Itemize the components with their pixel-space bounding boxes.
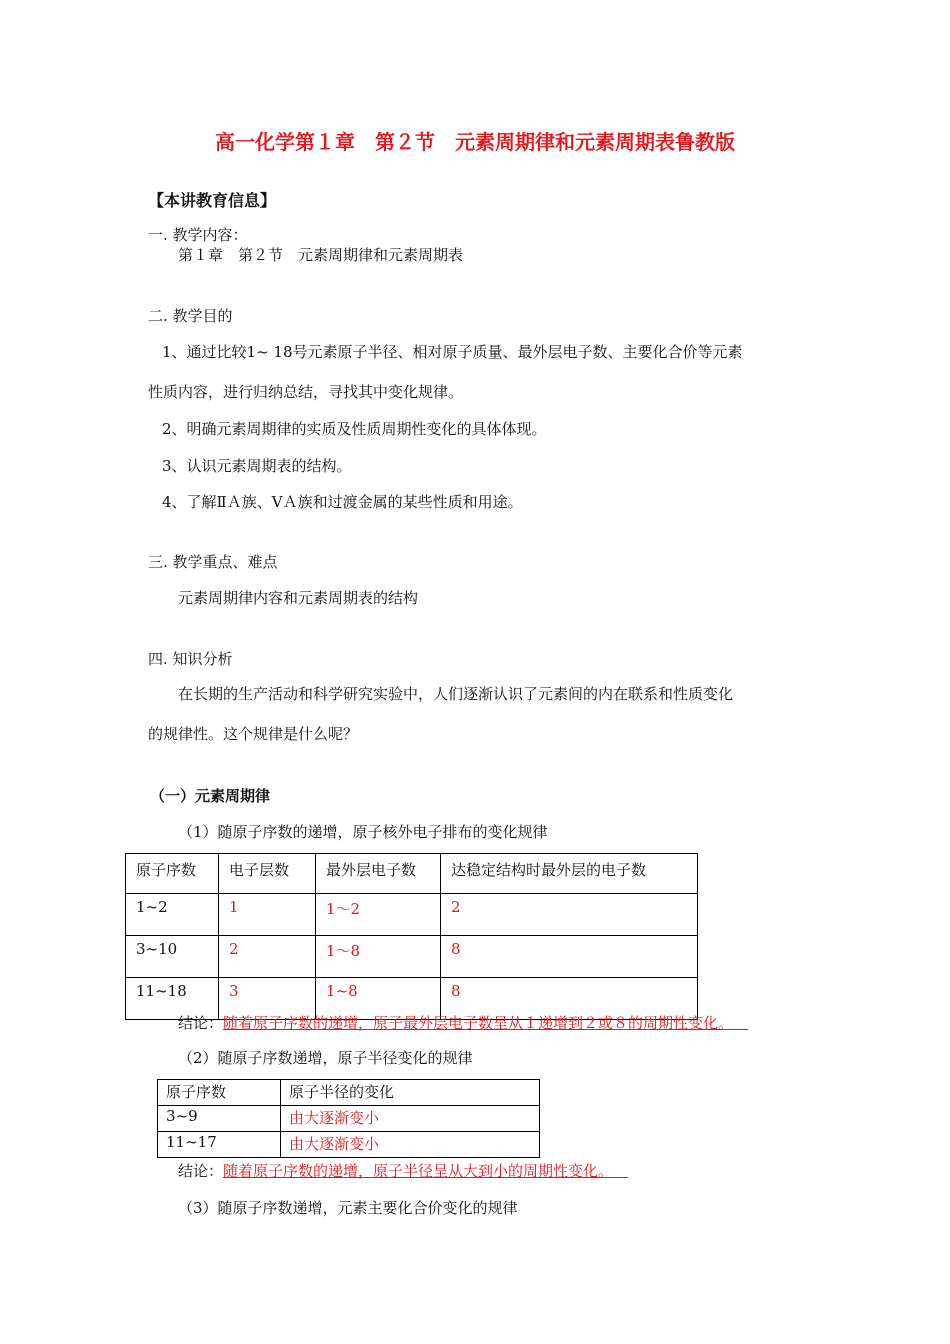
section-1-body: 第１章 第２节 元素周期律和元素周期表 — [178, 246, 464, 264]
table-cell: 1~8 — [316, 978, 441, 1020]
subheading-2: （2）随原子序数递增，原子半径变化的规律 — [178, 1049, 473, 1067]
subheading-1: （1）随原子序数的递增，原子核外电子排布的变化规律 — [178, 823, 548, 841]
section-4-para-line2: 的规律性。这个规律是什么呢？ — [148, 725, 359, 743]
table-row — [126, 894, 698, 936]
table-row — [158, 1132, 540, 1158]
conclusion-1 — [178, 1012, 748, 1033]
objective-4: 4、了解ⅡＡ族、ⅤＡ族和过渡金属的某些性质和用途。 — [162, 493, 523, 511]
table-cell: 11~18 — [126, 978, 219, 1020]
section-4-para-line1: 在长期的生产活动和科学研究实验中，人们逐渐认识了元素间的内在联系和性质变化 — [178, 685, 734, 703]
table-header-row — [158, 1080, 540, 1106]
table-cell: 3 — [219, 978, 316, 1020]
table-header-cell: 原子序数 — [158, 1080, 281, 1106]
table-cell: 8 — [441, 936, 698, 978]
section-3-body: 元素周期律内容和元素周期表的结构 — [178, 589, 419, 607]
subheading-3: （3）随原子序数递增，元素主要化合价变化的规律 — [178, 1199, 518, 1217]
table-row — [126, 936, 698, 978]
objective-2: 2、明确元素周期律的实质及性质周期性变化的具体体现。 — [162, 420, 547, 438]
table-header-cell: 原子半径的变化 — [281, 1080, 540, 1106]
table-row — [158, 1106, 540, 1132]
table-cell: 由大逐渐变小 — [281, 1132, 540, 1158]
table-cell: 1~2 — [126, 894, 219, 936]
info-header: 【本讲教育信息】 — [148, 191, 277, 210]
table-cell: 11~17 — [158, 1132, 281, 1158]
section-2-heading: 二. 教学目的 — [148, 307, 233, 325]
table-cell: 3~9 — [158, 1106, 281, 1132]
table-cell: 1～2 — [316, 894, 441, 936]
document-title: 高一化学第１章 第２节 元素周期律和元素周期表鲁教版 — [215, 130, 735, 154]
table-header-cell: 达稳定结构时最外层的电子数 — [441, 854, 698, 894]
objective-3: 3、认识元素周期表的结构。 — [162, 457, 352, 475]
table-cell: 3~10 — [126, 936, 219, 978]
section-1-heading: 一. 教学内容： — [148, 226, 248, 244]
conclusion-label: 结论： — [178, 1162, 224, 1180]
table-header-cell: 电子层数 — [219, 854, 316, 894]
section-4-heading: 四. 知识分析 — [148, 650, 233, 668]
conclusion-1-text: 随着原子序数的递增，原子最外层电子数呈从１递增到２或８的周期性变化。 — [223, 1014, 734, 1032]
conclusion-2-text: 随着原子序数的递增，原子半径呈从大到小的周期性变化。 — [223, 1162, 614, 1180]
table-cell: 由大逐渐变小 — [281, 1106, 540, 1132]
objective-1-line2: 性质内容，进行归纳总结，寻找其中变化规律。 — [148, 383, 464, 401]
conclusion-2 — [178, 1160, 628, 1181]
objective-1-line1: 1、通过比较1~ 18号元素原子半径、相对原子质量、最外层电子数、主要化合价等元素 — [162, 343, 743, 361]
table-cell: 2 — [441, 894, 698, 936]
table-header-row — [126, 854, 698, 894]
table-header-cell: 最外层电子数 — [316, 854, 441, 894]
table-cell: 2 — [219, 936, 316, 978]
conclusion-label: 结论： — [178, 1014, 224, 1032]
electron-arrangement-table — [125, 853, 698, 1020]
table-header-cell: 原子序数 — [126, 854, 219, 894]
table-cell: 1～8 — [316, 936, 441, 978]
atomic-radius-table — [157, 1079, 540, 1158]
section-3-heading: 三. 教学重点、难点 — [148, 553, 278, 571]
part-1-heading: （一）元素周期律 — [150, 787, 271, 805]
table-cell: 1 — [219, 894, 316, 936]
table-cell: 8 — [441, 978, 698, 1020]
